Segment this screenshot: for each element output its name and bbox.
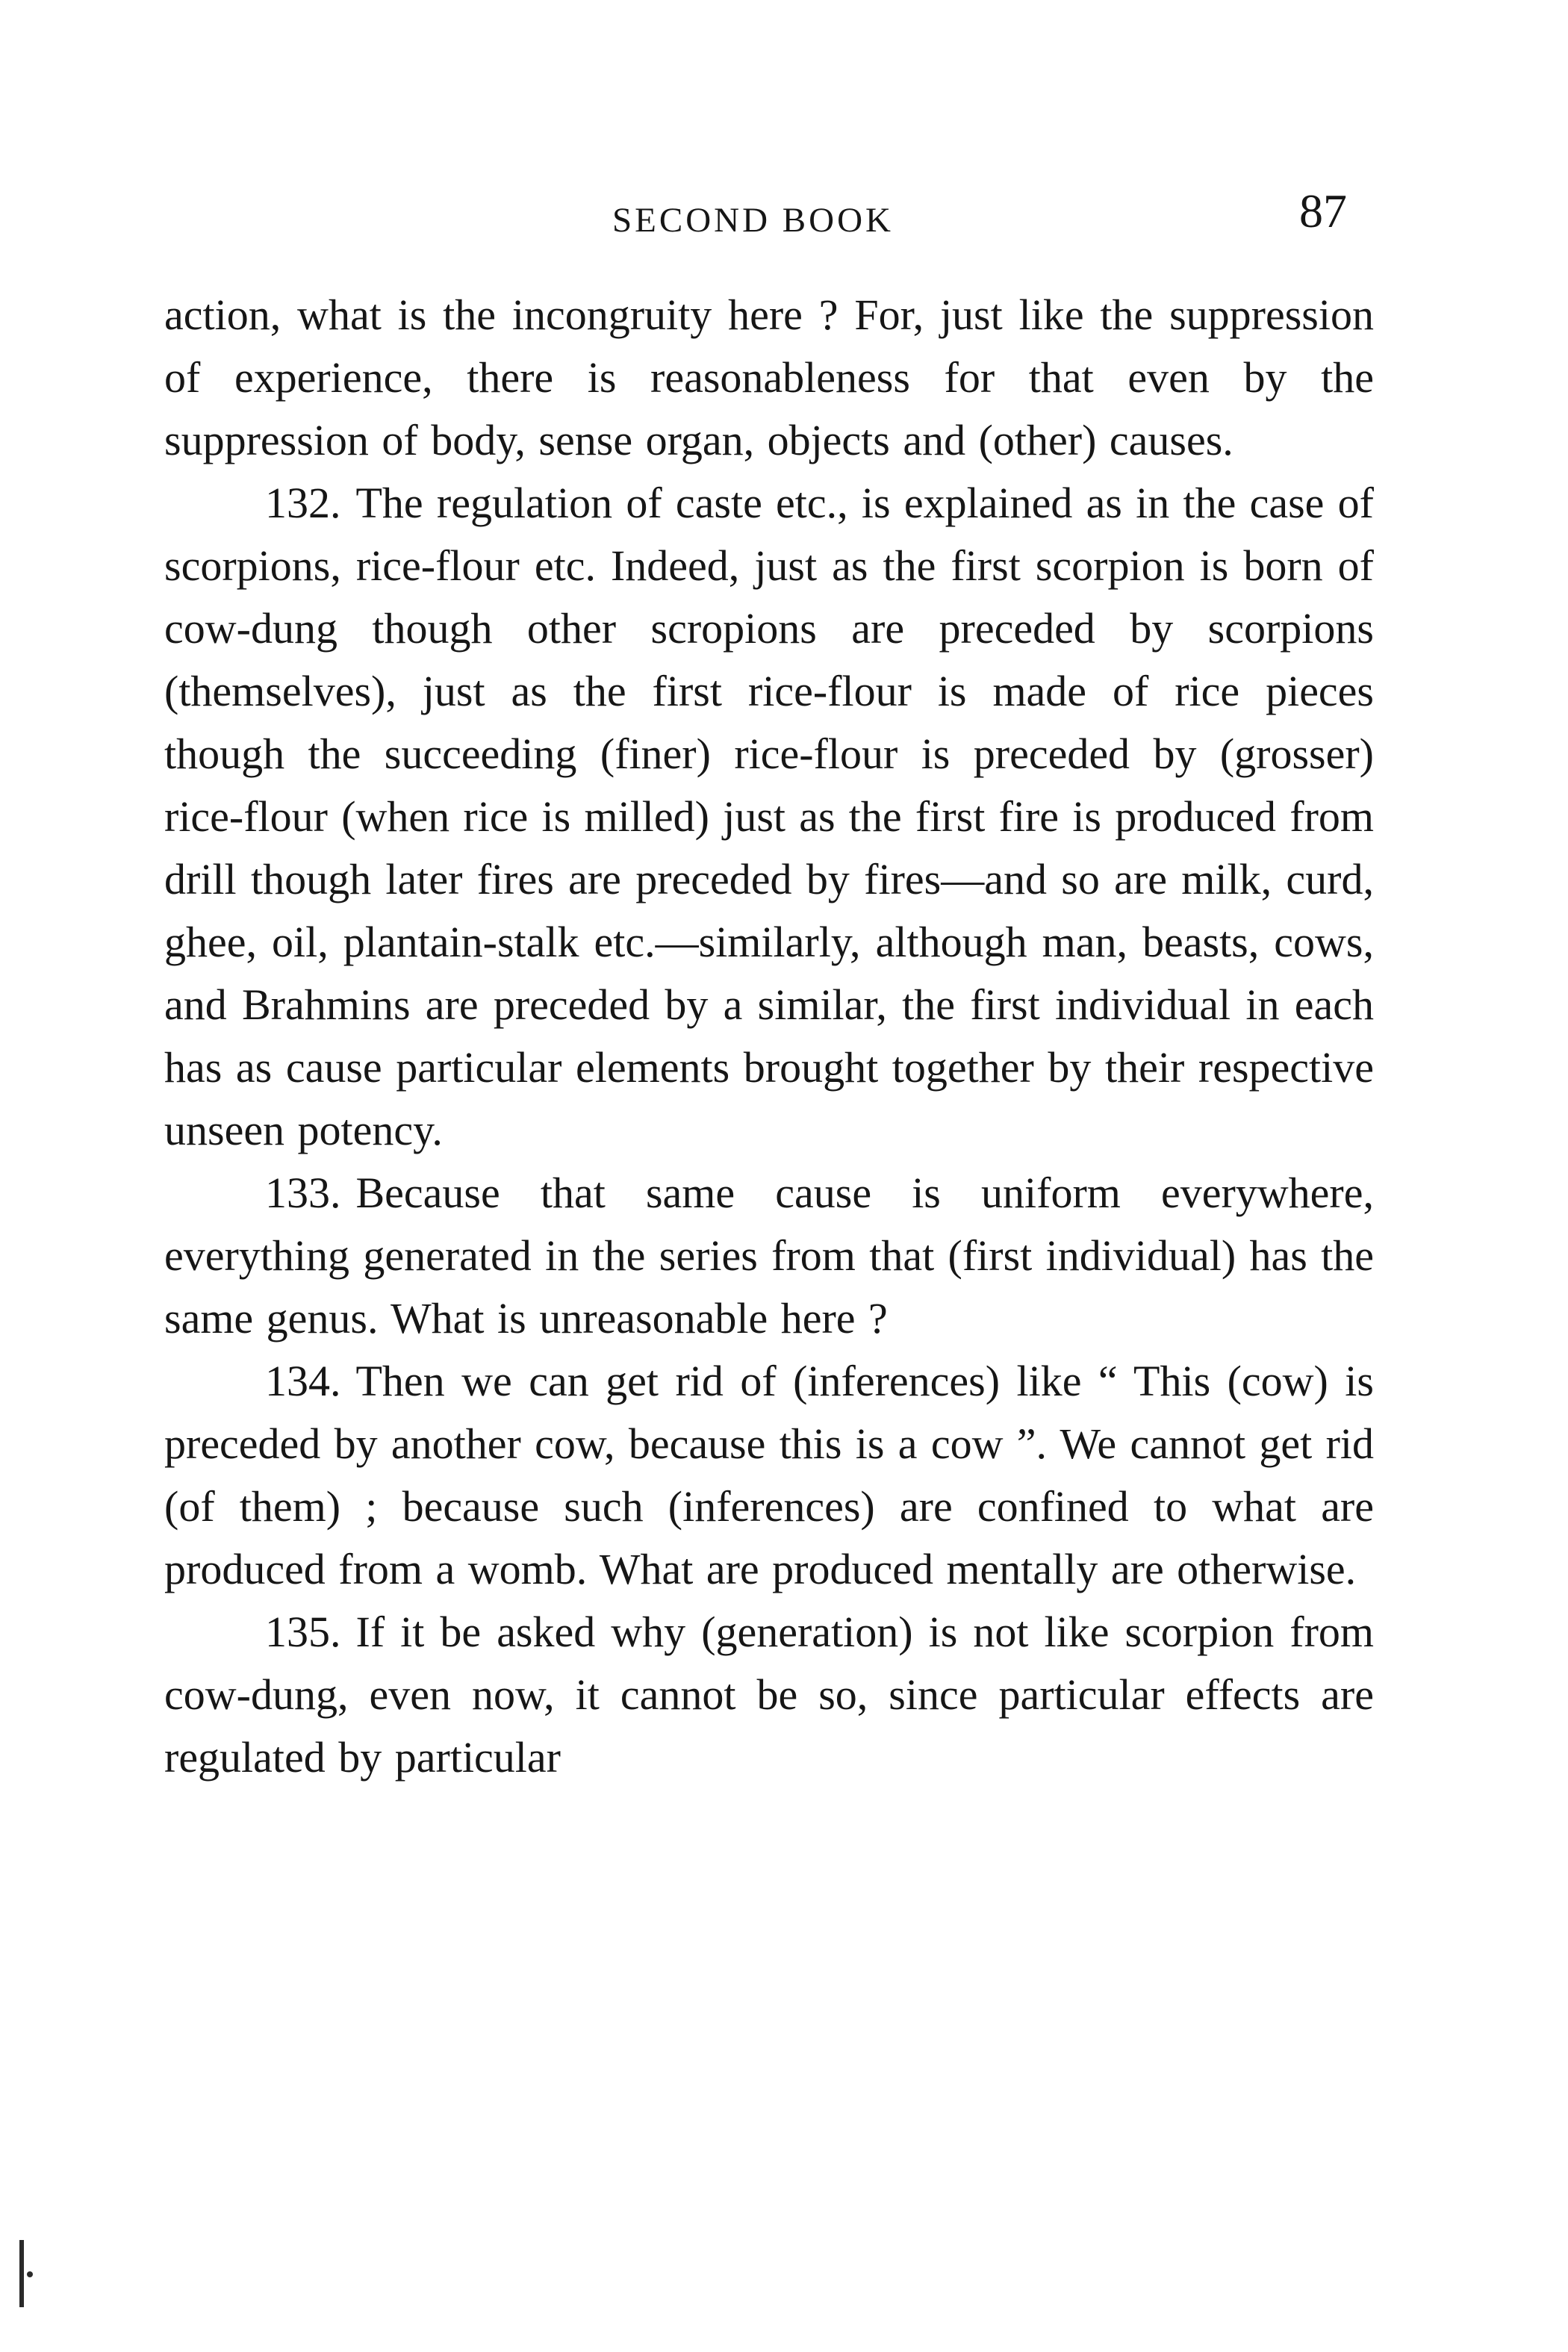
paragraph-text: Because that same cause is uniform everywhere, everything generated in the series from that (first individual) has the same genus. What is unreasonable here ? <box>164 1169 1374 1343</box>
scan-mark <box>19 2240 24 2307</box>
paragraph-text: Then we can get rid of (inferences) like “ This (cow) is preceded by another cow, because this is a cow ”. We cannot get rid (of them) ; because such (inferences) are confined to what are produced from a womb. What are produced mentally are otherwise. <box>164 1357 1374 1593</box>
running-title: SECOND BOOK <box>612 201 894 240</box>
paragraph-132 <box>164 472 1374 1162</box>
paragraph-text: action, what is the incongruity here ? For, just like the suppression of experience, there is reasonableness for that even by the suppression of body, sense organ, objects and (other) causes. <box>164 290 1374 464</box>
paragraph-number: 134. <box>265 1357 341 1405</box>
page-number: 87 <box>1299 184 1347 237</box>
paragraph-text: If it be asked why (generation) is not like scorpion from cow-dung, even now, it cannot be so, since particular effects are regulated by particular <box>164 1608 1374 1782</box>
paragraph-135 <box>164 1601 1374 1789</box>
paragraph-134 <box>164 1350 1374 1601</box>
paragraph-text: The regulation of caste etc., is explained as in the case of scorpions, rice-flour etc. Indeed, just as the first scorpion is born of cow-dung though other scropions are preceded by scorpions (themselves), just as the first rice-flour is made of rice pieces though the succeeding (finer) rice-flour is preceded by (grosser) rice-flour (when rice is milled) just as the first fire is produced from drill though later fires are preceded by fires—and so are milk, curd, ghee, oil, plantain-stalk etc.—similarly, although man, beasts, cows, and Brahmins are preceded by a similar, the first individual in each has as cause particular elements brought together by their respective unseen potency. <box>164 479 1374 1154</box>
running-head <box>0 184 1568 250</box>
paragraph-number: 135. <box>265 1608 341 1656</box>
paragraph-continuation <box>164 284 1374 472</box>
paragraph-number: 132. <box>265 479 341 527</box>
scan-dot <box>27 2271 33 2277</box>
paragraph-133 <box>164 1162 1374 1350</box>
paragraph-number: 133. <box>265 1169 341 1217</box>
text-body <box>164 284 1374 1789</box>
